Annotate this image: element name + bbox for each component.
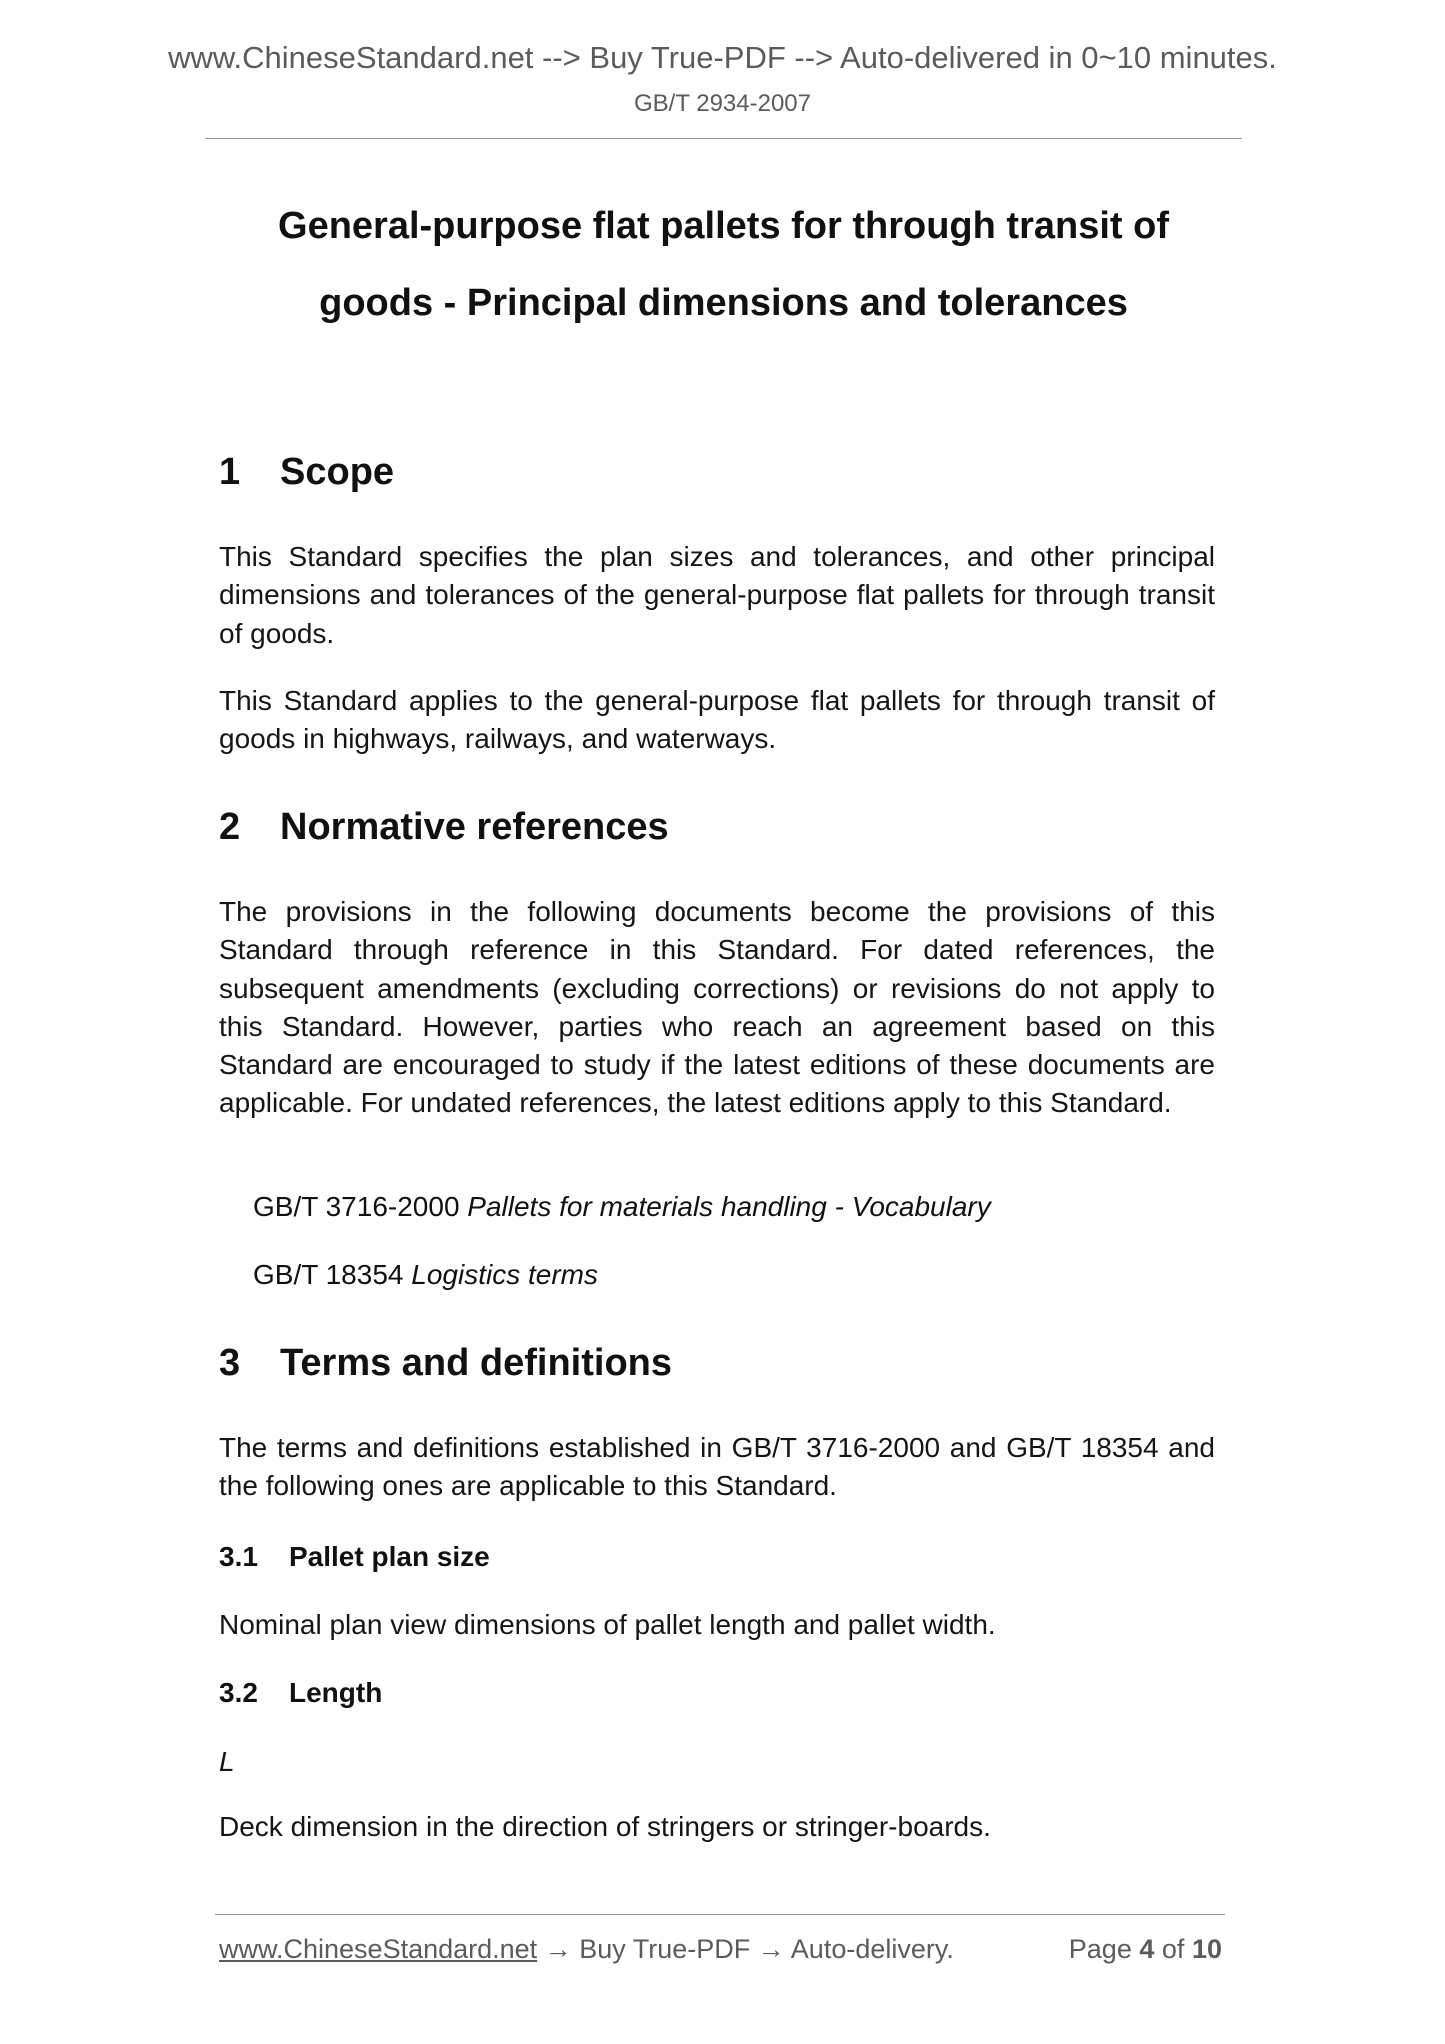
section-title: Normative references <box>280 806 669 848</box>
normative-references-paragraph: The provisions in the following documents become the provisions of this Standard through reference in this Standard. For dated references, the subsequent amendments (excluding corrections) or revisions do not apply to this Standard. However, parties who reach an agreement based on this Standard are encouraged to study if the latest editions of these documents are applicable. For undated references, the latest editions apply to this Standard. <box>219 896 1215 1119</box>
section-number: 2 <box>219 806 241 848</box>
subsection-title: Pallet plan size <box>289 1541 490 1572</box>
subsection-3-1-heading <box>219 1540 490 1574</box>
reference-code: GB/T 3716-2000 <box>253 1191 460 1222</box>
pallet-plan-size-definition: Nominal plan view dimensions of pallet length and pallet width. <box>219 1609 996 1640</box>
section-number: 3 <box>219 1342 241 1384</box>
subsection-title: Length <box>289 1677 383 1708</box>
reference-title: Logistics terms <box>411 1259 598 1290</box>
page-footer <box>219 1934 1225 1965</box>
subsection-number: 3.1 <box>219 1541 258 1572</box>
footer-site-link[interactable]: www.ChineseStandard.net <box>219 1934 538 1964</box>
section-3-heading <box>219 1341 672 1387</box>
section-2-heading <box>219 805 669 851</box>
section-1-heading <box>219 450 394 496</box>
page-indicator <box>1069 1934 1222 1965</box>
section-number: 1 <box>219 451 241 493</box>
reference-item <box>253 1257 598 1293</box>
page-total: 10 <box>1191 1934 1222 1964</box>
section-title: Scope <box>280 451 395 493</box>
reference-title: Pallets for materials handling - Vocabulary <box>467 1191 991 1222</box>
footer-auto-delivery-text: Auto-delivery. <box>790 1934 954 1964</box>
length-definition: Deck dimension in the direction of stringers or stringer-boards. <box>219 1811 991 1842</box>
header-standard-code: GB/T 2934-2007 <box>633 90 811 117</box>
scope-paragraph-2: This Standard applies to the general-purpose flat pallets for through transit of goods in highways, railways, and waterways. <box>219 685 1215 755</box>
header-divider <box>205 138 1242 139</box>
footer-buy-text: Buy True-PDF <box>579 1934 751 1964</box>
page-number: 4 <box>1139 1934 1155 1964</box>
reference-item <box>253 1189 991 1225</box>
reference-code: GB/T 18354 <box>253 1259 404 1290</box>
header-banner: www.ChineseStandard.net --> Buy True-PDF --> Auto-delivered in 0~10 minutes. <box>168 40 1277 75</box>
title-line-1: General-purpose flat pallets for through transit of <box>278 205 1169 247</box>
terms-paragraph: The terms and definitions established in GB/T 3716-2000 and GB/T 18354 and the following ones are applicable to this Standard. <box>219 1432 1215 1502</box>
right-arrow-icon: → <box>757 1934 785 1964</box>
subsection-number: 3.2 <box>219 1677 258 1708</box>
of-word: of <box>1161 1934 1185 1964</box>
document-title <box>205 188 1242 342</box>
right-arrow-icon: → <box>544 1934 572 1964</box>
section-title: Terms and definitions <box>280 1342 673 1384</box>
subsection-3-2-heading <box>219 1676 382 1710</box>
length-symbol: L <box>219 1746 235 1777</box>
title-line-2: goods - Principal dimensions and tolerances <box>319 282 1128 324</box>
footer-divider <box>215 1914 1225 1915</box>
scope-paragraph-1: This Standard specifies the plan sizes and tolerances, and other principal dimensions and tolerances of the general-purpose flat pallets for through transit of goods. <box>219 541 1215 649</box>
page-word: Page <box>1068 1934 1132 1964</box>
